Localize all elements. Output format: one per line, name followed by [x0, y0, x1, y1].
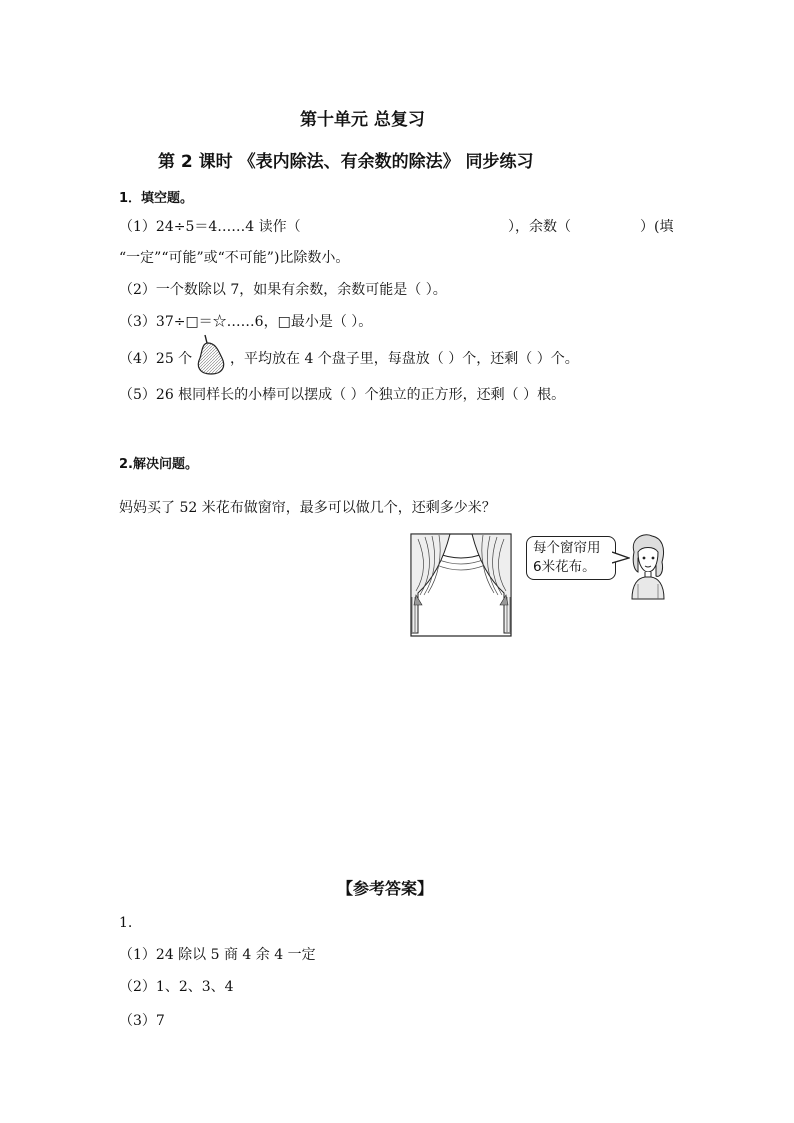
speech-line-1: 每个窗帘用 [533, 540, 601, 556]
pear-icon [194, 334, 228, 376]
answer-2: （2）1、2、3、4 [119, 979, 234, 995]
q1-p4-part-a: （4）25 个 [119, 351, 193, 367]
q1-p4-part-b: ，平均放在 4 个盘子里，每盘放（ ）个，还剩（ ）个。 [230, 351, 579, 367]
q1-p3: （3）37÷□＝☆……6，□最小是（ ）。 [119, 314, 373, 330]
q1-p2: （2）一个数除以 7，如果有余数，余数可能是（ ）。 [119, 282, 447, 298]
q1-p1-part-c: ）(填 [640, 219, 674, 235]
answers-heading: 【参考答案】 [337, 879, 434, 898]
q1-p1-part-a: （1）24÷5＝4……4 读作（ [119, 219, 301, 235]
curtain-illustration [410, 533, 512, 637]
unit-title: 第十单元 总复习 [300, 110, 425, 130]
q1-p5: （5）26 根同样长的小棒可以摆成（ ）个独立的正方形，还剩（ ）根。 [119, 387, 566, 403]
lesson-title: 第 2 课时 《表内除法、有余数的除法》 同步练习 [158, 152, 534, 172]
q1-p1-line2: “一定”“可能”或“不可能”)比除数小。 [119, 250, 350, 266]
speech-line-2: 6米花布。 [533, 559, 596, 575]
answer-3: （3）7 [119, 1013, 165, 1029]
q2-heading: 2.解决问题。 [119, 457, 198, 472]
answer-1: （1）24 除以 5 商 4 余 4 一定 [119, 947, 316, 963]
q2-problem: 妈妈买了 52 米花布做窗帘，最多可以做几个，还剩多少米？ [119, 500, 496, 516]
answers-number: 1. [119, 915, 133, 931]
speech-bubble [526, 536, 616, 580]
q1-heading: 1．填空题。 [119, 191, 194, 206]
woman-illustration [626, 532, 670, 600]
q1-p1-part-b: ），余数（ [508, 219, 571, 235]
